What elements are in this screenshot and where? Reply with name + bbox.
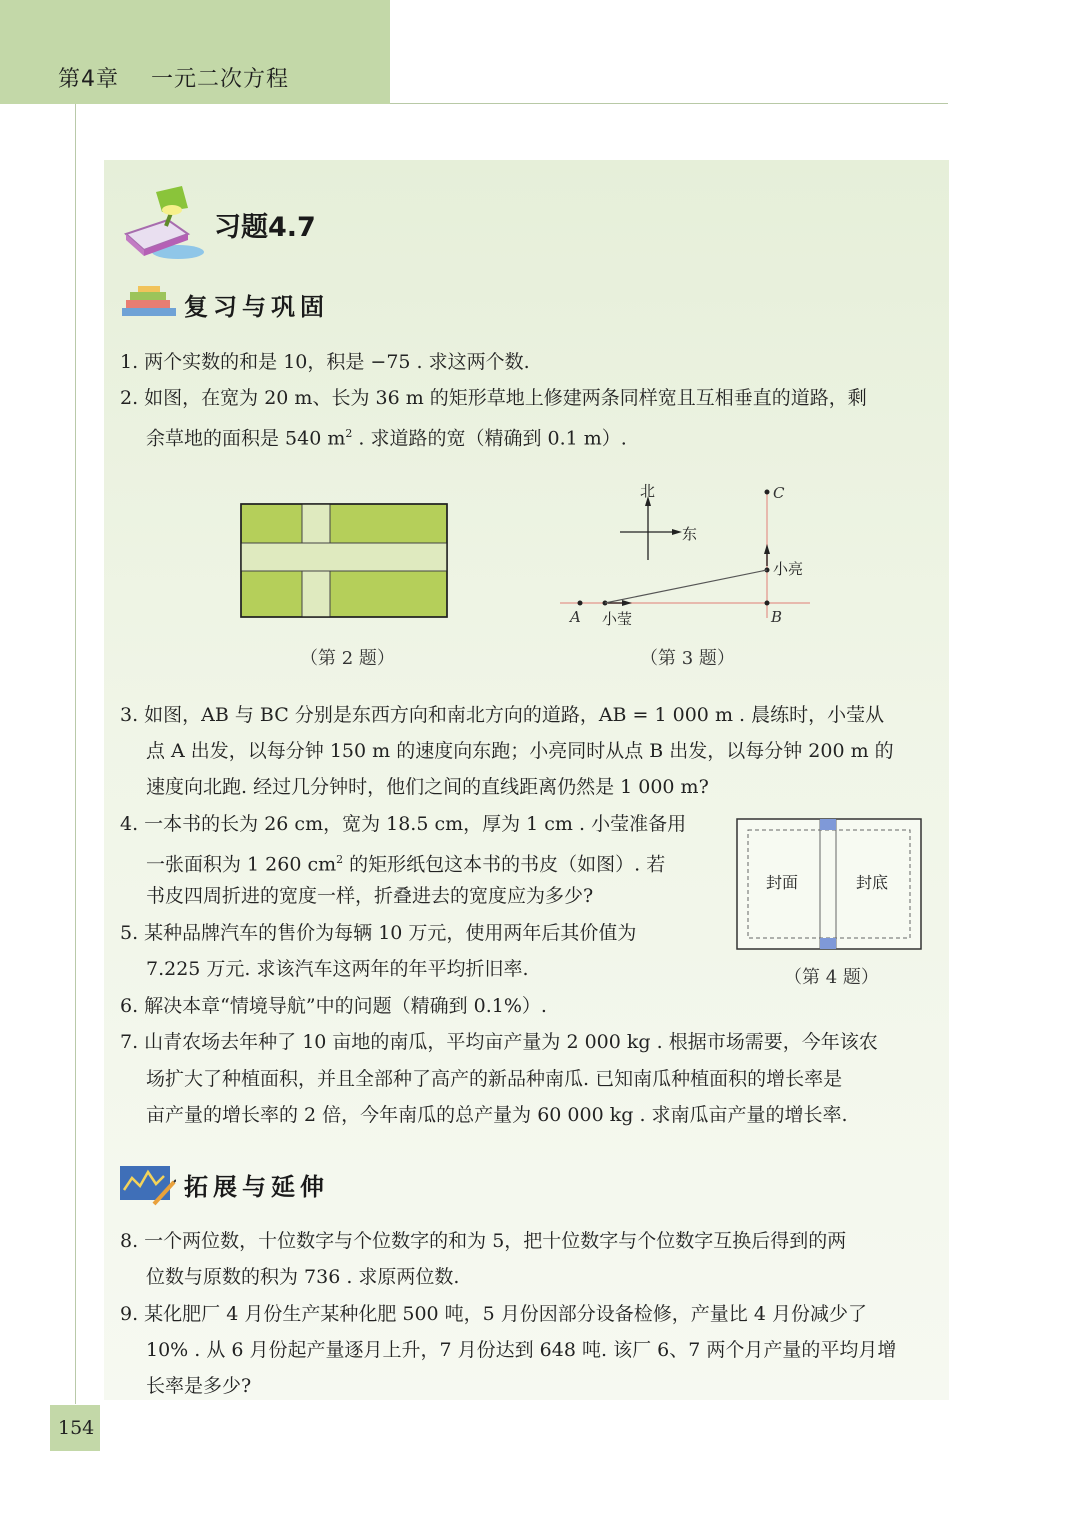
liang-label: 小亮 xyxy=(773,560,804,578)
front-cover-label: 封面 xyxy=(766,873,799,892)
problem-5-line-2: 7.225 万元. 求该汽车这两年的年平均折旧率. xyxy=(146,958,529,980)
figure-3-route-diagram xyxy=(560,478,820,633)
lamp-book-icon xyxy=(118,184,206,264)
figure-2-field-diagram xyxy=(240,503,450,619)
point-c-label: C xyxy=(773,484,785,502)
ying-label: 小莹 xyxy=(602,610,633,628)
problem-9-line-1: 9. 某化肥厂 4 月份生产某种化肥 500 吨，5 月份因部分设备检修，产量比 4 月份减少了 xyxy=(120,1303,867,1325)
problem-6: 6. 解决本章“情境导航”中的问题（精确到 0.1%）. xyxy=(120,995,547,1017)
problem-7-line-3: 亩产量的增长率的 2 倍，今年南瓜的总产量为 60 000 kg . 求南瓜亩产量的增长率. xyxy=(146,1104,848,1126)
problem-7-line-2: 场扩大了种植面积，并且全部种了高产的新品种南瓜. 已知南瓜种植面积的增长率是 xyxy=(146,1068,843,1090)
figure-3-caption: （第 3 题） xyxy=(640,648,735,669)
exercise-title: 习题4.7 xyxy=(214,212,316,243)
page-number: 154 xyxy=(58,1417,95,1439)
problem-8-line-2: 位数与原数的积为 736 . 求原两位数. xyxy=(146,1266,460,1288)
problem-3-line-1: 3. 如图，AB 与 BC 分别是东西方向和南北方向的道路，AB = 1 000 m . 晨练时，小莹从 xyxy=(120,704,885,726)
problem-2-line-1: 2. 如图，在宽为 20 m、长为 36 m 的矩形草地上修建两条同样宽且互相垂直的道路，剩 xyxy=(120,387,867,409)
chart-pencil-icon xyxy=(118,1162,176,1206)
problem-4-line-1: 4. 一本书的长为 26 cm，宽为 18.5 cm，厚为 1 cm . 小莹准备用 xyxy=(120,813,687,835)
problem-2-line-2: 余草地的面积是 540 $m^2$ . 求道路的宽（精确到 0.1 m）. xyxy=(146,427,627,450)
problem-4-line-2: 一张面积为 1 260 $cm^2$ 的矩形纸包这本书的书皮（如图）. 若 xyxy=(146,853,666,876)
problem-1: 1. 两个实数的和是 10，积是 −75 . 求这两个数. xyxy=(120,351,530,373)
books-icon xyxy=(118,286,180,320)
problem-7-line-1: 7. 山青农场去年种了 10 亩地的南瓜，平均亩产量为 2 000 kg . 根据市场需要，今年该农 xyxy=(120,1031,878,1053)
problem-9-line-3: 长率是多少? xyxy=(146,1375,252,1397)
margin-rule xyxy=(75,104,76,1404)
problem-9-line-2: 10% . 从 6 月份起产量逐月上升，7 月份达到 648 吨. 该厂 6、7 两个月产量的平均月增 xyxy=(146,1339,897,1361)
problem-4-line-3: 书皮四周折进的宽度一样，折叠进去的宽度应为多少? xyxy=(146,885,594,907)
extension-heading: 拓展与延伸 xyxy=(184,1172,329,1201)
review-heading: 复习与巩固 xyxy=(184,292,329,321)
back-cover-label: 封底 xyxy=(856,873,889,892)
problem-3-line-2: 点 A 出发，以每分钟 150 m 的速度向东跑；小亮同时从点 B 出发，以每分钟 200 m 的 xyxy=(146,740,894,762)
problem-8-line-1: 8. 一个两位数，十位数字与个位数字的和为 5，把十位数字与个位数字互换后得到的两 xyxy=(120,1230,847,1252)
problem-5-line-1: 5. 某种品牌汽车的售价为每辆 10 万元，使用两年后其价值为 xyxy=(120,922,637,944)
header-rule xyxy=(390,103,948,104)
point-a-label: A xyxy=(570,608,581,626)
chapter-title: 第4章 一元二次方程 xyxy=(58,67,289,92)
figure-2-caption: （第 2 题） xyxy=(300,648,395,669)
north-label: 北 xyxy=(640,482,656,500)
figure-4-caption: （第 4 题） xyxy=(784,967,879,988)
figure-4-book-cover-diagram xyxy=(736,818,924,952)
problem-3-line-3: 速度向北跑. 经过几分钟时，他们之间的直线距离仍然是 1 000 m? xyxy=(146,776,709,798)
east-label: 东 xyxy=(682,525,698,543)
point-b-label: B xyxy=(771,608,783,626)
